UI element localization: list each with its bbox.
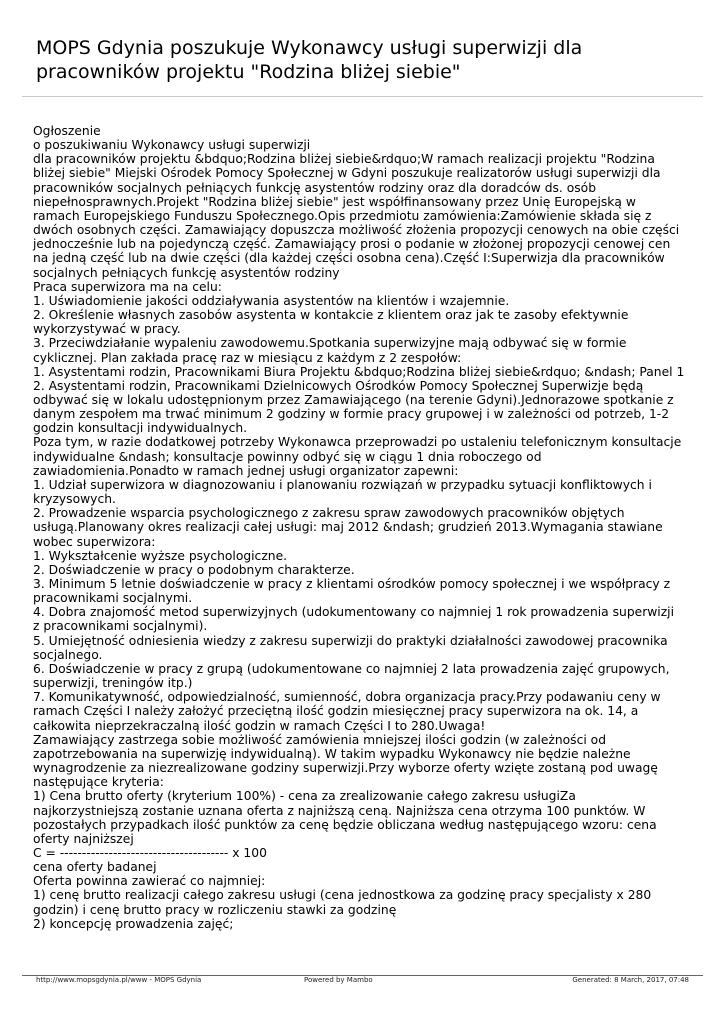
- body-line: wynagrodzenie za niezrealizowane godziny superwizji.Przy wyborze oferty wzięte zostaną pod uwagę: [33, 761, 658, 776]
- body-line: cyklicznej. Plan zakłada pracę raz w miesiącu z każdym z 2 zespołów:: [33, 350, 462, 365]
- body-line: 2. Asystentami rodzin, Pracownikami Dzielnicowych Ośrodków Pomocy Społecznej Superwizje będą: [33, 378, 644, 393]
- body-line: jednocześnie lub na pojedynczą część. Zamawiający prosi o podanie w złożonej propozycji cenowej cen: [33, 237, 671, 252]
- body-line: Poza tym, w razie dodatkowej potrzeby Wykonawca przeprowadzi po ustaleniu telefonicznym konsultacje: [33, 435, 682, 450]
- body-line: 3. Przeciwdziałanie wypaleniu zawodowemu.Spotkania superwizyjne mają odbywać się w formie: [33, 336, 627, 351]
- body-line: 1. Wykształcenie wyższe psychologiczne.: [33, 548, 288, 563]
- body-line: zawiadomienia.Ponadto w ramach jednej usługi organizator zapewni:: [33, 463, 459, 478]
- body-line: 2. Prowadzenie wsparcia psychologicznego z zakresu spraw zawodowych pracowników objętych: [33, 506, 625, 521]
- article-body: [33, 124, 693, 931]
- body-line: dla pracowników projektu &bdquo;Rodzina bliżej siebie&rdquo;W ramach realizacji projektu "Rodzina: [33, 152, 655, 167]
- body-line: całkowita nieprzekraczalną ilość godzin w ramach Części I to 280.Uwaga!: [33, 718, 486, 733]
- body-line: zapotrzebowania na superwizję indywidualną). W takim wypadku Wykonawcy nie będzie należne: [33, 746, 631, 761]
- body-line: Zamawiający zastrzega sobie możliwość zamówienia mniejszej ilości godzin (w zależności od: [33, 732, 606, 747]
- body-line: odbywać się w lokalu udostępnionym przez Zamawiającego (na terenie Gdyni).Jednorazowe spotkanie z: [33, 392, 674, 407]
- body-line: 2. Doświadczenie w pracy o podobnym charakterze.: [33, 562, 355, 577]
- body-line: socjalnych pełniących funkcję asystentów rodziny: [33, 265, 340, 280]
- body-line: Ogłoszenie: [33, 124, 101, 138]
- body-line: godzin) i cenę brutto pracy w rozliczeniu stawki za godzinę: [33, 902, 397, 917]
- body-line: pozostałych przypadkach ilość punktów za cenę będzie obliczana według następującego wzoru: cena: [33, 817, 657, 832]
- body-line: C = -------------------------------------- x 100: [33, 845, 267, 860]
- body-line: bliżej siebie" Miejski Ośrodek Pomocy Społecznej w Gdyni poszukuje realizatorów usługi superwizji dla: [33, 166, 661, 181]
- body-line: socjalnego.: [33, 647, 103, 662]
- footer-url: http://www.mopsgdynia.pl/www - MOPS Gdynia: [36, 976, 202, 984]
- footer-generated-date: Generated: 8 March, 2017, 07:48: [572, 976, 689, 984]
- body-line: najkorzystniejszą zostanie uznana oferta z najniższą ceną. Najniższa cena otrzyma 100 punktów. W: [33, 803, 646, 818]
- body-line: na jedną część lub na dwie części (dla każdej części osobna cena).Część I:Superwizja dla pracowników: [33, 251, 665, 266]
- body-line: indywidualne &ndash; konsultacje powinny odbyć się w ciągu 1 dnia roboczego od: [33, 449, 542, 464]
- body-line: 1) Cena brutto oferty (kryterium 100%) - cena za zrealizowanie całego zakresu usługiZa: [33, 789, 576, 804]
- body-line: ramach Europejskiego Funduszu Społecznego.Opis przedmiotu zamówienia:Zamówienie składa się z: [33, 208, 652, 223]
- body-line: 5. Umiejętność odniesienia wiedzy z zakresu superwizji do praktyki działalności zawodowej pracownika: [33, 633, 668, 648]
- body-line: Oferta powinna zawierać co najmniej:: [33, 874, 266, 889]
- body-line: 1. Asystentami rodzin, Pracownikami Biura Projektu &bdquo;Rodzina bliżej siebie&rdquo; &ndash; Panel 1: [33, 364, 685, 379]
- body-line: usługą.Planowany okres realizacji całej usługi: maj 2012 &ndash; grudzień 2013.Wymagania stawiane: [33, 520, 663, 535]
- body-line: cena oferty badanej: [33, 860, 157, 875]
- page-title: MOPS Gdynia poszukuje Wykonawcy usługi superwizji dla pracowników projektu "Rodzina bliżej siebie": [36, 37, 583, 83]
- body-line: 1. Udział superwizora w diagnozowaniu i planowaniu rozwiązań w przypadku sytuacji konfliktowych i: [33, 477, 652, 492]
- body-line: danym zespołem ma trwać minimum 2 godziny w formie pracy grupowej i w zależności od potrzeb, 1-2: [33, 407, 670, 422]
- body-line: 2. Określenie własnych zasobów asystenta w kontakcie z klientem oraz jak te zasoby efektywnie: [33, 308, 629, 323]
- body-line: wykorzystywać w pracy.: [33, 322, 181, 337]
- body-line: 3. Minimum 5 letnie doświadczenie w pracy z klientami ośrodków pomocy społecznej i we współpracy z: [33, 577, 671, 591]
- body-line: 4. Dobra znajomość metod superwizyjnych (udokumentowany co najmniej 1 rok prowadzenia superwizji: [33, 605, 675, 620]
- body-line: godzin konsultacji indywidualnych.: [33, 421, 248, 436]
- body-line: z pracownikami socjalnymi).: [33, 619, 208, 634]
- body-line: następujące kryteria:: [33, 775, 164, 790]
- body-line: wobec superwizora:: [33, 534, 156, 549]
- body-line: 1) cenę brutto realizacji całego zakresu usługi (cena jednostkowa za godzinę pracy specjalisty x 280: [33, 888, 652, 903]
- body-line: Praca superwizora ma na celu:: [33, 279, 222, 294]
- body-line: ramach Części I należy założyć przeciętną ilość godzin miesięcznej pracy superwizora na ok. 14, a: [33, 704, 639, 719]
- footer-powered-by: Powered by Mambo: [304, 976, 373, 984]
- body-line: dwóch osobnych części. Zamawiający dopuszcza możliwość złożenia propozycji cenowych na obie części: [33, 223, 680, 238]
- header-divider: [22, 96, 703, 97]
- body-line: 2) koncepcję prowadzenia zajęć;: [33, 916, 234, 931]
- body-line: o poszukiwaniu Wykonawcy usługi superwizji: [33, 138, 311, 153]
- body-line: niepełnosprawnych.Projekt "Rodzina bliżej siebie" jest współfinansowany przez Unię Europejską w: [33, 194, 636, 209]
- body-line: 7. Komunikatywność, odpowiedzialność, sumienność, dobra organizacja pracy.Przy podawaniu ceny w: [33, 690, 661, 705]
- body-line: oferty najniższej: [33, 831, 134, 846]
- body-line: kryzysowych.: [33, 492, 116, 507]
- body-line: 6. Doświadczenie w pracy z grupą (udokumentowane co najmniej 2 lata prowadzenia zajęć grupowych,: [33, 661, 670, 676]
- body-line: 1. Uświadomienie jakości oddziaływania asystentów na klientów i wzajemnie.: [33, 293, 510, 308]
- body-line: superwizji, treningów itp.): [33, 676, 193, 691]
- body-line: pracowników socjalnych pełniących funkcję asystentów rodziny oraz dla doradców ds. osób: [33, 180, 597, 195]
- body-line: pracownikami socjalnymi.: [33, 591, 193, 606]
